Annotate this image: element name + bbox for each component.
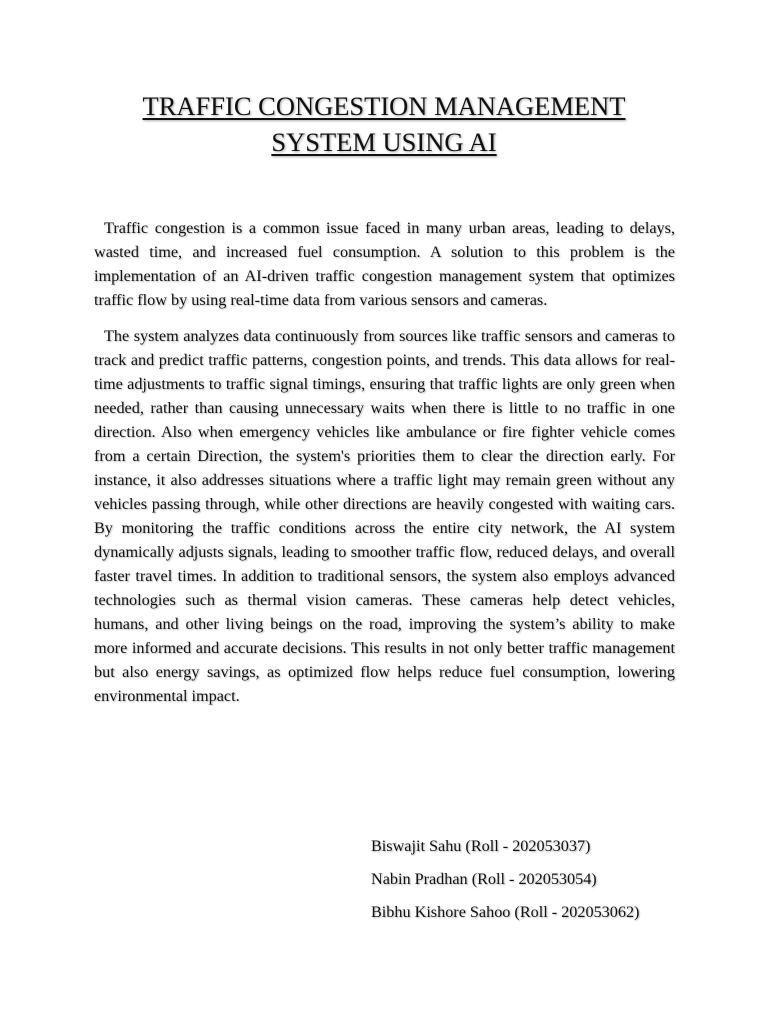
paragraph-intro: Traffic congestion is a common issue faced in many urban areas, leading to delays, wasted time, and increased fuel consumption. A solution to this problem is the implementation of an AI-driven traffic congestion management system that optimizes traffic flow by using real-time data from various sensors and cameras.: [94, 219, 675, 309]
page-title: [0, 88, 768, 160]
author-list: [371, 830, 711, 929]
body-text: [94, 216, 675, 720]
paragraph-system: The system analyzes data continuously from sources like traffic sensors and cameras to track and predict traffic patterns, congestion points, and trends. This data allows for real-time adjustments to traffic signal timings, ensuring that traffic lights are only green when needed, rather than causing unnecessary waits when there is little to no traffic in one direction. Also when emergency vehicles like ambulance or fire fighter vehicle comes from a certain Direction, the system's priorities them to clear the direction early. For instance, it also addresses situations where a traffic light may remain green without any vehicles passing through, while other directions are heavily congested with waiting cars. By monitoring the traffic conditions across the entire city network, the AI system dynamically adjusts signals, leading to smoother traffic flow, reduced delays, and overall faster travel times. In addition to traditional sensors, the system also employs advanced technologies such as thermal vision cameras. These cameras help detect vehicles, humans, and other living beings on the road, improving the system’s ability to make more informed and accurate decisions. This results in not only better traffic management but also energy savings, as optimized flow helps reduce fuel consumption, lowering environmental impact.: [94, 327, 675, 705]
title-line-1: TRAFFIC CONGESTION MANAGEMENT: [142, 91, 626, 121]
title-line-2: SYSTEM USING AI: [271, 127, 497, 157]
author-2: Nabin Pradhan (Roll - 202053054): [371, 870, 597, 888]
author-1: Biswajit Sahu (Roll - 202053037): [371, 837, 591, 855]
author-3: Bibhu Kishore Sahoo (Roll - 202053062): [371, 903, 640, 921]
